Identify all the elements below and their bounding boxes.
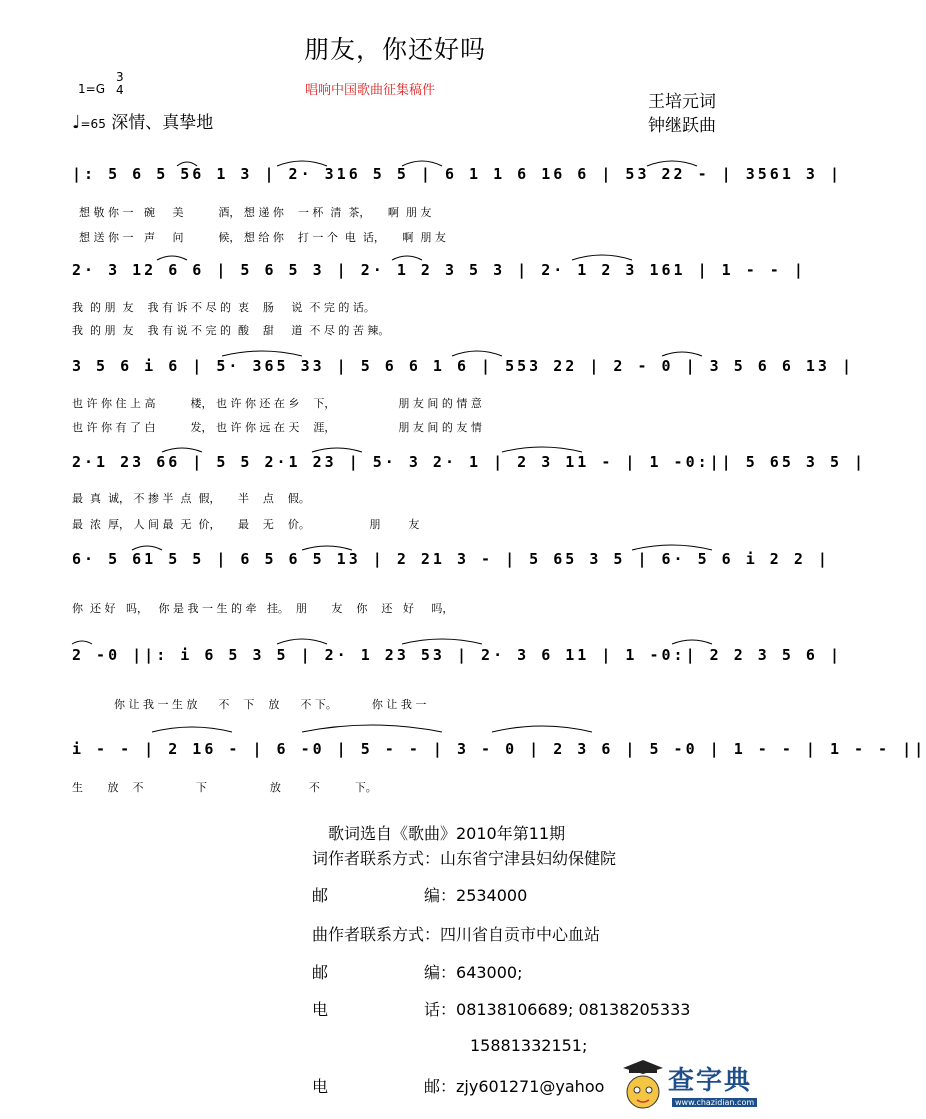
mascot-logo-icon — [620, 1056, 666, 1112]
lyric-row-4a: 最 真 诚， 不 掺 半 点 假， 半 点 假。 — [72, 492, 310, 505]
composer-contact-value: 四川省自贡市中心血站 — [440, 925, 601, 944]
lyricist-credit: 王培元词 — [648, 92, 716, 112]
quarter-note-icon: ♩ — [72, 112, 81, 133]
meter-top: 3 — [116, 70, 124, 84]
lyricist-contact-value: 山东省宁津县妇幼保健院 — [440, 849, 617, 868]
lyricist-contact-label: 词作者联系方式： — [312, 849, 441, 868]
lyric-row-4b: 最 浓 厚， 人 间 最 无 价， 最 无 价。 朋 友 — [72, 518, 420, 531]
time-signature — [116, 71, 124, 97]
meter-bottom: 4 — [116, 83, 124, 97]
lyric-row-5: 你 还 好 吗， 你 是 我 一 生 的 牵 挂。 朋 友 你 还 好 吗， — [72, 602, 454, 615]
lyricist-contact — [312, 846, 616, 869]
tempo-expression: 深情、真挚地 — [111, 113, 214, 133]
postcode-label-a: 邮 — [312, 886, 329, 905]
phone-label-a: 电 — [312, 1000, 329, 1019]
composer-contact — [312, 922, 600, 945]
tempo-marking — [72, 108, 213, 133]
phone-line — [312, 997, 690, 1020]
lyrics-source: 歌词选自《歌曲》2010年第11期 — [328, 824, 566, 843]
watermark-url: www.chazidian.com — [672, 1098, 757, 1107]
lyric-row-7: 生 放 不 下 放 不 下。 — [72, 781, 377, 794]
notation-row-5: 6· 5 61 5 5 | 6 5 6 5 13 | 2 21 3 - | 5 65 3 5 | 6· 5 6 i 2 2 | — [72, 550, 830, 568]
phone-value: 08138106689; 08138205333 — [456, 1000, 691, 1019]
composer-postcode — [312, 960, 522, 983]
postcode-value: 2534000 — [456, 886, 528, 905]
email-label-a: 电 — [312, 1077, 329, 1096]
composer-credit: 钟继跃曲 — [648, 116, 716, 136]
lyric-row-2a: 我 的 朋 友 我 有 诉 不 尽 的 衷 肠 说 不 完 的 话。 — [72, 301, 375, 314]
postcode-label-a: 邮 — [312, 963, 329, 982]
composer-contact-label: 曲作者联系方式： — [312, 925, 441, 944]
email-label-b: 邮： — [424, 1077, 457, 1096]
lyricist-postcode — [312, 883, 527, 906]
postcode-value: 643000; — [456, 963, 523, 982]
song-title: 朋友，你还好吗 — [303, 35, 486, 64]
phone-line-2: 15881332151; — [470, 1036, 588, 1055]
lyric-row-1a: 想 敬 你 一 碗 美 酒， 想 递 你 一 杯 清 茶， 啊 朋 友 — [72, 206, 432, 219]
submission-subtitle: 唱响中国歌曲征集稿件 — [305, 83, 436, 98]
watermark-text: 查字典 — [668, 1066, 753, 1096]
lyric-row-2b: 我 的 朋 友 我 有 说 不 完 的 酸 甜 道 不 尽 的 苦 辣。 — [72, 324, 390, 337]
key-signature: 1=G — [78, 82, 105, 96]
notation-row-3: 3 5 6 i 6 | 5· 365 33 | 5 6 6 1 6 | 553 22 | 2 - 0 | 3 5 6 6 13 | — [72, 357, 854, 375]
notation-row-4: 2·1 23 66 | 5 5 2·1 23 | 5· 3 2· 1 | 2 3 11 - | 1 -0:|| 5 65 3 5 | — [72, 453, 867, 471]
postcode-label-b: 编： — [424, 963, 457, 982]
phone-label-b: 话： — [424, 1000, 457, 1019]
email-value: zjy601271@yahoo — [456, 1077, 605, 1096]
lyric-row-3a: 也 许 你 住 上 高 楼， 也 许 你 还 在 乡 下， 朋 友 间 的 情 意 — [72, 397, 482, 410]
tempo-bpm: =65 — [80, 117, 106, 131]
notation-row-6: 2 -0 ||: i 6 5 3 5 | 2· 1 23 53 | 2· 3 6 11 | 1 -0:| 2 2 3 5 6 | — [72, 646, 842, 664]
lyric-row-3b: 也 许 你 有 了 白 发， 也 许 你 远 在 天 涯， 朋 友 间 的 友 情 — [72, 421, 482, 434]
postcode-label-b: 编： — [424, 886, 457, 905]
site-watermark — [620, 1056, 780, 1116]
notation-row-1: |: 5 6 5 56 1 3 | 2· 316 5 5 | 6 1 1 6 16 6 | 53 22 - | 3561 3 | — [72, 165, 842, 183]
notation-row-2: 2· 3 12 6 6 | 5 6 5 3 | 2· 1 2 3 5 3 | 2· 1 2 3 161 | 1 - - | — [72, 261, 806, 279]
lyric-row-6: 你 让 我 一 生 放 不 下 放 不 下。 你 让 我 一 — [72, 698, 427, 711]
lyric-row-1b: 想 送 你 一 声 问 候， 想 给 你 打 一 个 电 话， 啊 朋 友 — [72, 231, 446, 244]
notation-row-7: i - - | 2 16 - | 6 -0 | 5 - - | 3 - 0 | 2 3 6 | 5 -0 | 1 - - | 1 - - || — [72, 740, 926, 758]
email-line — [312, 1074, 604, 1097]
